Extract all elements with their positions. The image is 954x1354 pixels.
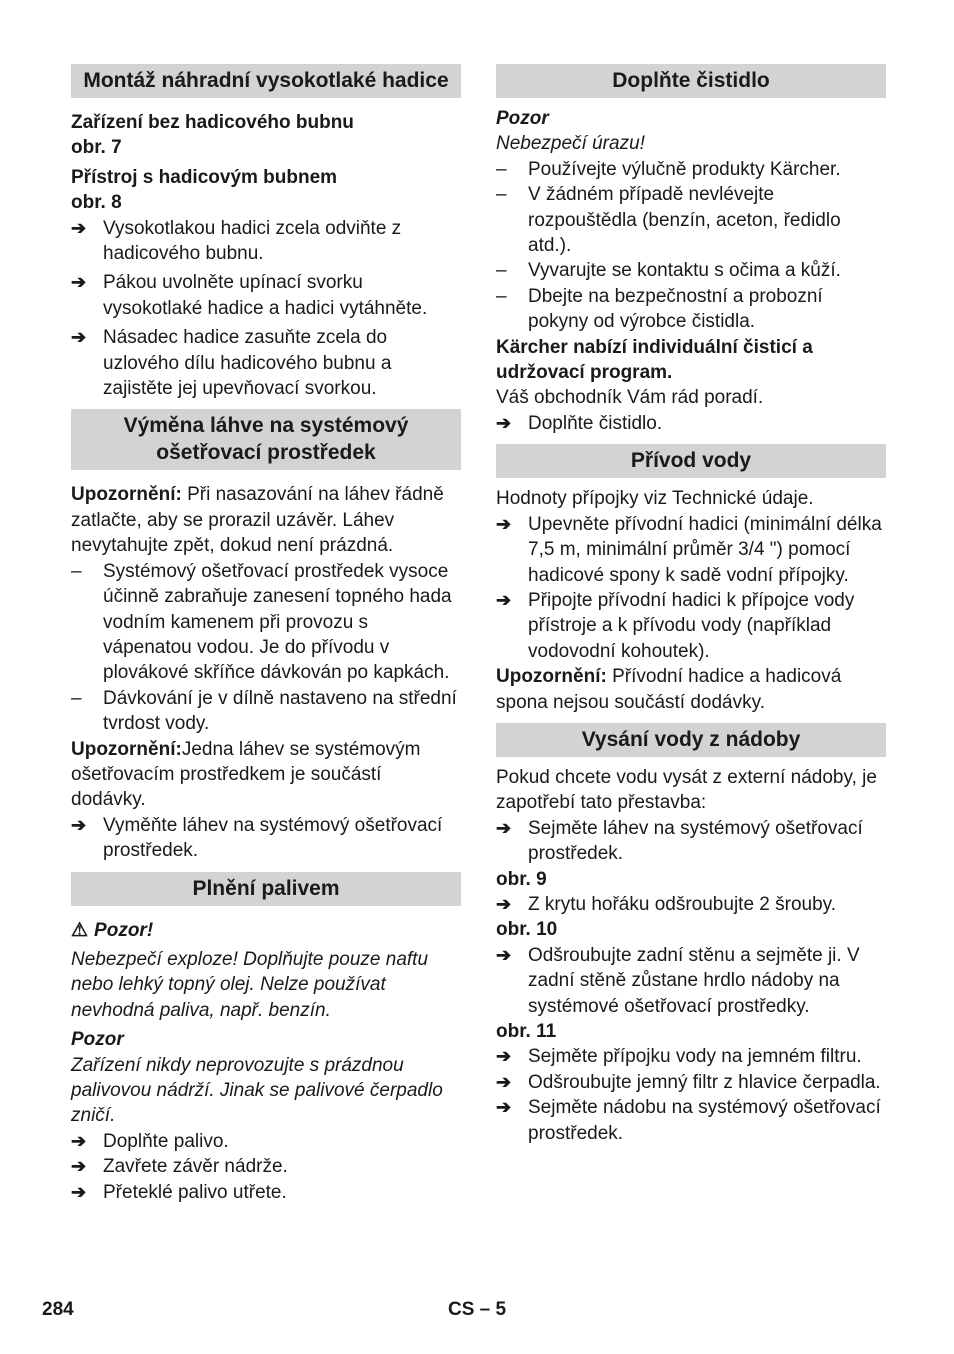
arrow-right-icon [71,216,99,241]
dash-bullet [496,284,524,309]
subheading-no-drum: Zařízení bez hadicového bubnu [71,112,354,133]
dash-item [496,284,886,335]
warning-text: Nebezpečí exploze! Doplňujte pouze naftu nebo lehký topný olej. Nelze používat nevhodná paliva, např. benzín. [71,948,429,1021]
dash-bullet [496,258,524,283]
section-heading-bottle-replacement: Výměna láhve na systémový ošetřovací prostředek [71,409,461,470]
section-marker: CS – 5 [448,1299,507,1320]
note-paragraph [71,482,461,558]
arrow-right-icon [496,892,524,917]
subheading-with-drum: Přístroj s hadicovým bubnem [71,166,338,188]
arrow-right-icon [71,1154,99,1179]
instruction-step [71,1129,461,1154]
arrow-right-icon [71,813,99,838]
dash-text: Systémový ošetřovací prostředek vysoce účinně zabraňuje zanesení topného hada vodním kamenem při provozu s vápenatou vodou. Je do přívodu v plovákové skříňce dávkován po kapkách. [103,560,452,684]
dash-text: Používejte výlučně produkty Kärcher. [528,158,841,180]
instruction-step [496,1070,886,1095]
step-text: Vysokotlakou hadici zcela odviňte z hadicového bubnu. [103,217,402,265]
instruction-step [71,1180,461,1205]
arrow-right-icon [71,325,99,350]
arrow-right-icon [71,270,99,295]
instruction-step [496,411,886,436]
right-column [496,64,886,1146]
dash-item [496,157,886,182]
step-text: Sejměte nádobu na systémový ošetřovací prostředek. [528,1097,881,1144]
dash-item [496,258,886,283]
caution-label: Pozor [71,1029,124,1051]
dash-text: Dbejte na bezpečnostní a probozní pokyny od výrobce čistidla. [528,285,823,333]
figure-reference: obr. 8 [71,192,122,214]
step-text: Připojte přívodní hadici k přípojce vody přístroje a k přívodu vody (například vodovodní kohoutek). [528,589,855,662]
figure-reference: obr. 9 [496,868,547,890]
instruction-step [496,816,886,867]
arrow-right-icon [496,1044,524,1069]
body-text: Pokud chcete vodu vysát z externí nádoby, je zapotřebí tato přestavba: [496,766,877,814]
body-text: Hodnoty přípojky viz Technické údaje. [496,488,814,510]
caution-label: Pozor [496,108,549,129]
note-text: Přívodní hadice a hadicová spona nejsou součástí dodávky. [496,666,842,713]
figure-reference: obr. 10 [496,919,558,941]
note-label: Upozornění: [71,484,182,506]
caution-text: Nebezpečí úrazu! [496,133,645,155]
step-text: Přeteklé palivo utřete. [103,1181,287,1203]
instruction-step [496,512,886,588]
instruction-step [71,216,461,267]
dash-bullet [71,686,99,711]
dash-text: Dávkování je v dílně nastaveno na střední tvrdost vody. [103,687,457,735]
page-number: 284 [42,1299,74,1320]
arrow-right-icon [496,588,524,613]
step-text: Pákou uvolněte upínací svorku vysokotlaké hadice a hadici vytáhněte. [103,272,428,319]
dash-text: Vyvarujte se kontaktu s očima a kůží. [528,260,841,282]
dash-bullet [496,157,524,182]
warning-label: Pozor! [94,919,154,941]
instruction-step [71,1154,461,1179]
warning-triangle-icon: ⚠ [71,919,89,941]
step-text: Sejměte přípojku vody na jemném filtru. [528,1046,862,1068]
arrow-right-icon [496,1070,524,1095]
note-paragraph [496,664,886,715]
step-text: Odšroubujte jemný filtr z hlavice čerpadla. [528,1071,881,1093]
note-paragraph [71,737,461,813]
instruction-step [71,270,461,321]
note-text: Jedna láhev se systémovým ošetřovacím prostředkem je součástí dodávky. [71,738,421,811]
instruction-step [496,1044,886,1069]
bold-note: Kärcher nabízí individuální čisticí a udržovací program. [496,336,813,384]
section-heading-water-supply: Přívod vody [496,444,886,478]
step-text: Sejměte láhev na systémový ošetřovací prostředek. [528,817,863,865]
instruction-step [496,1095,886,1146]
step-text: Z krytu hořáku odšroubujte 2 šrouby. [528,893,837,915]
dash-text: V žádném případě nevlévejte rozpouštědla (benzín, aceton, ředidlo atd.). [528,184,841,257]
step-text: Zavřete závěr nádrže. [103,1156,288,1178]
arrow-right-icon [496,816,524,841]
note-label: Upozornění: [71,738,182,760]
arrow-right-icon [496,943,524,968]
dash-item [71,559,461,686]
caution-text: Zařízení nikdy neprovozujte s prázdnou palivovou nádrží. Jinak se palivové čerpadlo zničí. [71,1054,443,1127]
section-heading-fuel: Plnění palivem [71,872,461,906]
dash-bullet [496,182,524,207]
section-heading-hose-replacement: Montáž náhradní vysokotlaké hadice [71,64,461,98]
left-column [71,64,461,1205]
instruction-step [496,892,886,917]
arrow-right-icon [496,1095,524,1120]
note-label: Upozornění: [496,666,607,688]
section-heading-detergent: Doplňte čistidlo [496,64,886,98]
arrow-right-icon [496,411,524,436]
step-text: Násadec hadice zasuňte zcela do uzlového dílu hadicového bubnu a zajistěte jej upevňovací svorkou. [103,327,392,400]
dash-item [71,686,461,737]
step-text: Doplňte čistidlo. [528,412,663,434]
figure-reference: obr. 11 [496,1021,557,1042]
warning-heading [71,918,461,943]
step-text: Vyměňte láhev na systémový ošetřovací prostředek. [103,814,443,862]
arrow-right-icon [71,1180,99,1205]
dash-bullet [71,559,99,584]
arrow-right-icon [496,512,524,537]
step-text: Upevněte přívodní hadici (minimální délka 7,5 m, minimální průměr 3/4 ") pomocí hadicové spony k sadě vodní přípojky. [528,513,882,586]
instruction-step [71,813,461,864]
figure-reference: obr. 7 [71,137,122,159]
section-heading-water-suction: Vysání vody z nádoby [496,723,886,757]
body-text: Váš obchodník Vám rád poradí. [496,387,764,409]
step-text: Doplňte palivo. [103,1130,229,1152]
instruction-step [496,588,886,664]
instruction-step [71,325,461,401]
arrow-right-icon [71,1129,99,1154]
note-text: Při nasazování na láhev řádně zatlačte, aby se prorazil uzávěr. Láhev nevytahujte zpět, dokud není prázdná. [71,484,444,557]
dash-item [496,182,886,258]
step-text: Odšroubujte zadní stěnu a sejměte ji. V zadní stěně zůstane hrdlo nádoby na systémové ošetřovací prostředky. [528,944,860,1017]
instruction-step [496,943,886,1019]
